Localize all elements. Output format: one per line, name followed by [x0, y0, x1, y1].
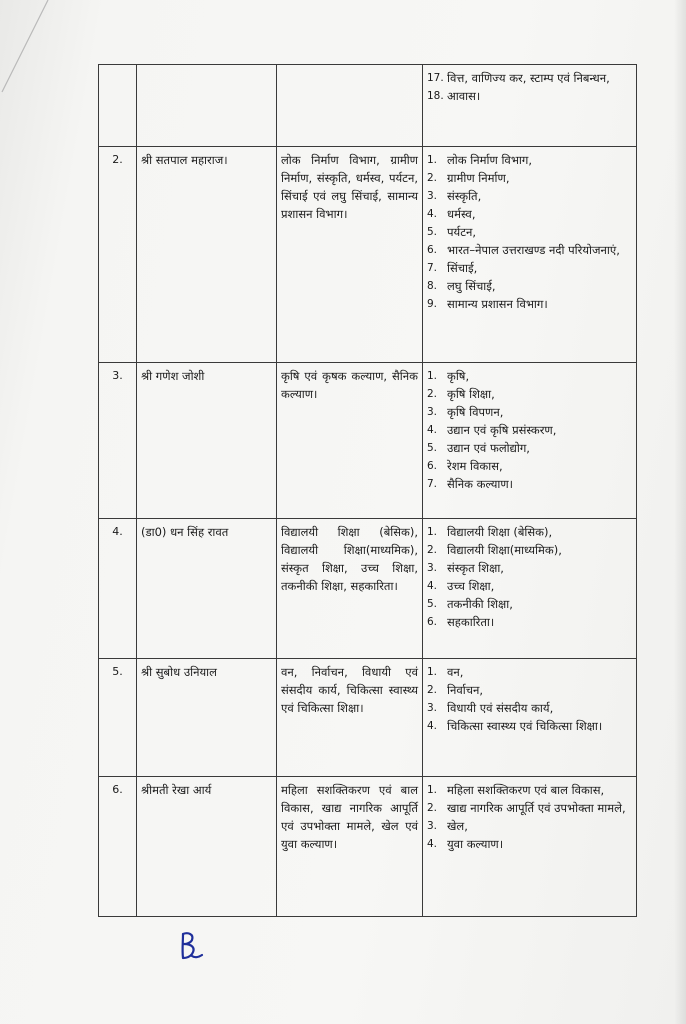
departments-cell: कृषि एवं कृषक कल्याण, सैनिक कल्याण। — [277, 363, 423, 519]
item-number: 18. — [427, 90, 444, 102]
table-row — [99, 777, 637, 917]
list-item — [427, 835, 632, 853]
minister-cell: (डा0) धन सिंह रावत — [137, 519, 277, 659]
item-number: 3. — [427, 562, 438, 574]
item-text: उद्यान एवं कृषि प्रसंस्करण, — [447, 423, 557, 437]
item-text: सिंचाई, — [447, 261, 478, 275]
list-item — [427, 439, 632, 457]
subjects-list — [427, 663, 632, 735]
item-text: युवा कल्याण। — [447, 837, 504, 851]
item-number: 1. — [427, 370, 438, 382]
table-row — [99, 519, 637, 659]
item-number: 6. — [427, 460, 438, 472]
list-item — [427, 295, 632, 313]
item-number: 6. — [427, 244, 438, 256]
minister-cell: श्रीमती रेखा आर्य — [137, 777, 277, 917]
list-item — [427, 717, 632, 735]
item-number: 2. — [427, 544, 438, 556]
list-item — [427, 559, 632, 577]
item-number: 3. — [427, 702, 438, 714]
list-item — [427, 523, 632, 541]
item-number: 9. — [427, 298, 438, 310]
table-row-continued — [99, 65, 637, 147]
item-number: 3. — [427, 406, 438, 418]
list-item — [427, 87, 632, 105]
item-number: 6. — [427, 616, 438, 628]
item-number: 2. — [427, 388, 438, 400]
list-item — [427, 69, 632, 87]
list-item — [427, 699, 632, 717]
item-text: कृषि शिक्षा, — [447, 387, 495, 401]
item-text: लघु सिंचाई, — [447, 279, 496, 293]
item-number: 2. — [427, 802, 438, 814]
list-item — [427, 151, 632, 169]
serial-cell: 3. — [99, 363, 137, 519]
item-number: 5. — [427, 226, 438, 238]
item-text: कृषि विपणन, — [447, 405, 504, 419]
subjects-list — [427, 151, 632, 313]
list-item — [427, 577, 632, 595]
item-number: 1. — [427, 154, 438, 166]
list-item — [427, 241, 632, 259]
serial-cell: 4. — [99, 519, 137, 659]
serial-cell: 5. — [99, 659, 137, 777]
list-item — [427, 541, 632, 559]
subjects-list — [427, 367, 632, 493]
item-number: 4. — [427, 580, 438, 592]
list-item — [427, 403, 632, 421]
item-text: महिला सशक्तिकरण एवं बाल विकास, — [447, 783, 605, 797]
item-text: भारत–नेपाल उत्तराखण्ड नदी परियोजनाएं, — [447, 243, 620, 257]
list-item — [427, 385, 632, 403]
item-text: खाद्य नागरिक आपूर्ति एवं उपभोक्ता मामले, — [447, 801, 626, 815]
item-text: वन, — [447, 665, 464, 679]
subjects-list — [427, 781, 632, 853]
handwritten-initials-signature — [174, 928, 204, 962]
list-item — [427, 223, 632, 241]
list-item — [427, 421, 632, 439]
table-row — [99, 147, 637, 363]
item-number: 7. — [427, 262, 438, 274]
table-row — [99, 659, 637, 777]
departments-cell: विद्यालयी शिक्षा (बेसिक), विद्यालयी शिक्षा(माध्यमिक), संस्कृत शिक्षा, उच्च शिक्षा, तकनीकी शिक्षा, सहकारिता। — [277, 519, 423, 659]
subjects-cell — [423, 65, 637, 147]
list-item — [427, 277, 632, 295]
item-text: उच्च शिक्षा, — [447, 579, 495, 593]
subjects-cell — [423, 363, 637, 519]
departments-cell — [277, 65, 423, 147]
item-text: विद्यालयी शिक्षा (बेसिक), — [447, 525, 553, 539]
item-number: 2. — [427, 172, 438, 184]
page-edge-shadow — [674, 0, 686, 1024]
departments-cell: लोक निर्माण विभाग, ग्रामीण निर्माण, संस्कृति, धर्मस्व, पर्यटन, सिंचाई एवं लघु सिंचाई, सामान्य प्रशासन विभाग। — [277, 147, 423, 363]
minister-cell: श्री सतपाल महाराज। — [137, 147, 277, 363]
item-number: 1. — [427, 666, 438, 678]
item-text: तकनीकी शिक्षा, — [447, 597, 513, 611]
item-text: उद्यान एवं फलोद्योग, — [447, 441, 530, 455]
list-item — [427, 475, 632, 493]
item-number: 4. — [427, 424, 438, 436]
list-item — [427, 259, 632, 277]
item-text: सहकारिता। — [447, 615, 495, 629]
item-text: पर्यटन, — [447, 225, 477, 239]
departments-cell: वन, निर्वाचन, विधायी एवं संसदीय कार्य, चिकित्सा स्वास्थ्य एवं चिकित्सा शिक्षा। — [277, 659, 423, 777]
item-text: चिकित्सा स्वास्थ्य एवं चिकित्सा शिक्षा। — [447, 719, 603, 733]
list-item — [427, 681, 632, 699]
item-number: 8. — [427, 280, 438, 292]
item-text: आवास। — [447, 89, 481, 103]
list-item — [427, 367, 632, 385]
minister-cell: श्री गणेश जोशी — [137, 363, 277, 519]
list-item — [427, 781, 632, 799]
page-fold-line — [0, 0, 60, 100]
item-text: कृषि, — [447, 369, 470, 383]
departments-cell: महिला सशक्तिकरण एवं बाल विकास, खाद्य नागरिक आपूर्ति एवं उपभोक्ता मामले, खेल एवं युवा कल्याण। — [277, 777, 423, 917]
item-number: 3. — [427, 820, 438, 832]
list-item — [427, 799, 632, 817]
list-item — [427, 187, 632, 205]
list-item — [427, 169, 632, 187]
item-number: 5. — [427, 442, 438, 454]
list-item — [427, 817, 632, 835]
subjects-cell — [423, 777, 637, 917]
table-body — [99, 65, 637, 917]
serial-cell — [99, 65, 137, 147]
subjects-cell — [423, 147, 637, 363]
minister-cell: श्री सुबोध उनियाल — [137, 659, 277, 777]
item-text: वित्त, वाणिज्य कर, स्टाम्प एवं निबन्धन, — [447, 71, 610, 85]
portfolio-allocation-table — [98, 64, 637, 917]
subjects-cell — [423, 659, 637, 777]
item-number: 1. — [427, 784, 438, 796]
list-item — [427, 457, 632, 475]
item-text: संस्कृति, — [447, 189, 482, 203]
item-text: विधायी एवं संसदीय कार्य, — [447, 701, 554, 715]
subjects-list — [427, 69, 632, 105]
item-text: रेशम विकास, — [447, 459, 503, 473]
item-number: 1. — [427, 526, 438, 538]
table-row — [99, 363, 637, 519]
item-number: 4. — [427, 720, 438, 732]
item-text: निर्वाचन, — [447, 683, 484, 697]
item-text: खेल, — [447, 819, 468, 833]
item-text: सैनिक कल्याण। — [447, 477, 514, 491]
item-number: 17. — [427, 72, 444, 84]
item-text: लोक निर्माण विभाग, — [447, 153, 533, 167]
item-text: सामान्य प्रशासन विभाग। — [447, 297, 548, 311]
item-text: संस्कृत शिक्षा, — [447, 561, 504, 575]
item-number: 2. — [427, 684, 438, 696]
item-number: 3. — [427, 190, 438, 202]
item-number: 5. — [427, 598, 438, 610]
item-text: धर्मस्व, — [447, 207, 476, 221]
list-item — [427, 205, 632, 223]
subjects-list — [427, 523, 632, 631]
item-number: 7. — [427, 478, 438, 490]
list-item — [427, 595, 632, 613]
subjects-cell — [423, 519, 637, 659]
item-text: विद्यालयी शिक्षा(माध्यमिक), — [447, 543, 562, 557]
item-number: 4. — [427, 208, 438, 220]
list-item — [427, 613, 632, 631]
serial-cell: 6. — [99, 777, 137, 917]
list-item — [427, 663, 632, 681]
item-number: 4. — [427, 838, 438, 850]
item-text: ग्रामीण निर्माण, — [447, 171, 510, 185]
serial-cell: 2. — [99, 147, 137, 363]
minister-cell — [137, 65, 277, 147]
